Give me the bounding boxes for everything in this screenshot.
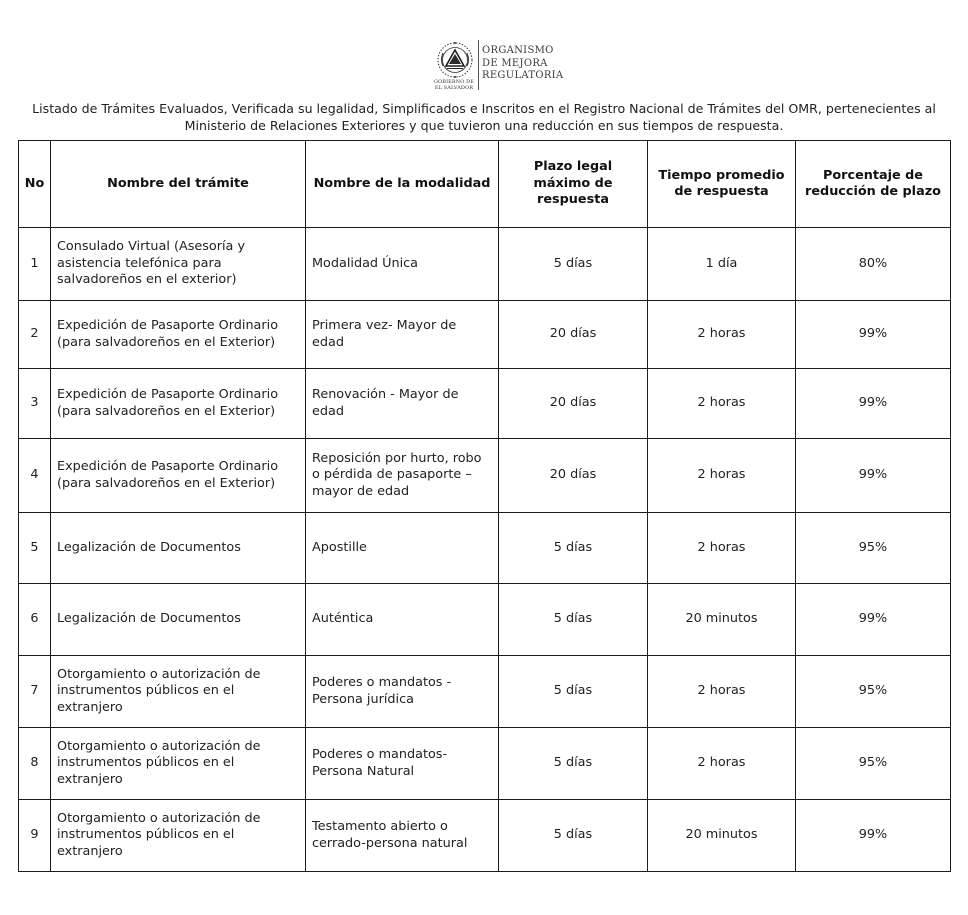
cell-tiempo: 2 horas <box>648 301 796 369</box>
cell-tiempo: 2 horas <box>648 513 796 584</box>
organization-name <box>482 45 563 83</box>
table-row <box>19 584 951 656</box>
document-intro: Listado de Trámites Evaluados, Verificada su legalidad, Simplificados e Inscritos en el Registro Nacional de Trámites del OMR, pertenecientes al Ministerio de Relaciones Exteriores y que tuvieron una reducción en sus tiempos de respuesta. <box>32 101 936 133</box>
cell-porcentaje: 99% <box>796 439 951 513</box>
column-header-nombre: Nombre del trámite <box>51 141 306 228</box>
cell-nombre: Otorgamiento o autorización de instrumentos públicos en el extranjero <box>51 656 306 728</box>
table-row <box>19 301 951 369</box>
cell-plazo: 5 días <box>499 228 648 301</box>
cell-tiempo: 1 día <box>648 228 796 301</box>
cell-porcentaje: 99% <box>796 800 951 872</box>
organization-name-line: REGULATORIA <box>482 70 564 81</box>
cell-nombre: Otorgamiento o autorización de instrumentos públicos en el extranjero <box>51 800 306 872</box>
table-row <box>19 513 951 584</box>
cell-modalidad: Reposición por hurto, robo o pérdida de pasaporte – mayor de edad <box>306 439 499 513</box>
cell-modalidad: Poderes o mandatos - Persona jurídica <box>306 656 499 728</box>
cell-nombre: Otorgamiento o autorización de instrumentos públicos en el extranjero <box>51 728 306 800</box>
cell-modalidad: Modalidad Única <box>306 228 499 301</box>
cell-no: 3 <box>19 369 51 439</box>
table-row <box>19 728 951 800</box>
cell-tiempo: 2 horas <box>648 369 796 439</box>
cell-nombre: Legalización de Documentos <box>51 584 306 656</box>
cell-modalidad: Renovación - Mayor de edad <box>306 369 499 439</box>
cell-porcentaje: 80% <box>796 228 951 301</box>
cell-nombre: Expedición de Pasaporte Ordinario (para salvadoreños en el Exterior) <box>51 369 306 439</box>
table-row <box>19 439 951 513</box>
table-row <box>19 656 951 728</box>
cell-plazo: 5 días <box>499 800 648 872</box>
cell-porcentaje: 95% <box>796 728 951 800</box>
seal-caption <box>428 79 480 91</box>
cell-no: 2 <box>19 301 51 369</box>
cell-plazo: 20 días <box>499 369 648 439</box>
seal-caption-line: GOBIERNO DE <box>434 79 474 85</box>
table-row <box>19 800 951 872</box>
organization-name-line: DE MEJORA <box>482 57 548 69</box>
cell-tiempo: 20 minutos <box>648 800 796 872</box>
cell-porcentaje: 99% <box>796 301 951 369</box>
cell-modalidad: Testamento abierto o cerrado-persona natural <box>306 800 499 872</box>
cell-porcentaje: 95% <box>796 513 951 584</box>
table-row <box>19 369 951 439</box>
table-header-row <box>19 141 951 228</box>
cell-modalidad: Auténtica <box>306 584 499 656</box>
cell-plazo: 20 días <box>499 439 648 513</box>
cell-no: 9 <box>19 800 51 872</box>
column-header-plazo: Plazo legal máximo de respuesta <box>499 141 648 228</box>
cell-tiempo: 20 minutos <box>648 584 796 656</box>
cell-no: 7 <box>19 656 51 728</box>
cell-porcentaje: 95% <box>796 656 951 728</box>
column-header-tiempo: Tiempo promedio de respuesta <box>648 141 796 228</box>
cell-nombre: Legalización de Documentos <box>51 513 306 584</box>
column-header-modalidad: Nombre de la modalidad <box>306 141 499 228</box>
table-row <box>19 228 951 301</box>
cell-nombre: Expedición de Pasaporte Ordinario (para salvadoreños en el Exterior) <box>51 439 306 513</box>
seal-caption-line: EL SALVADOR <box>434 85 474 91</box>
cell-nombre: Expedición de Pasaporte Ordinario (para salvadoreños en el Exterior) <box>51 301 306 369</box>
cell-tiempo: 2 horas <box>648 439 796 513</box>
tramites-table <box>18 140 951 872</box>
cell-no: 8 <box>19 728 51 800</box>
cell-no: 1 <box>19 228 51 301</box>
el-salvador-seal-icon <box>434 40 476 82</box>
omr-logo <box>434 38 574 96</box>
cell-plazo: 5 días <box>499 513 648 584</box>
cell-no: 5 <box>19 513 51 584</box>
cell-plazo: 5 días <box>499 584 648 656</box>
column-header-no: No <box>19 141 51 228</box>
column-header-porcentaje: Porcentaje de reducción de plazo <box>796 141 951 228</box>
cell-tiempo: 2 horas <box>648 728 796 800</box>
cell-porcentaje: 99% <box>796 369 951 439</box>
cell-porcentaje: 99% <box>796 584 951 656</box>
cell-no: 6 <box>19 584 51 656</box>
cell-plazo: 5 días <box>499 656 648 728</box>
cell-tiempo: 2 horas <box>648 656 796 728</box>
cell-plazo: 5 días <box>499 728 648 800</box>
cell-modalidad: Primera vez- Mayor de edad <box>306 301 499 369</box>
logo-divider <box>478 40 479 90</box>
cell-modalidad: Apostille <box>306 513 499 584</box>
cell-plazo: 20 días <box>499 301 648 369</box>
cell-no: 4 <box>19 439 51 513</box>
organization-name-line: ORGANISMO <box>482 45 554 56</box>
cell-nombre: Consulado Virtual (Asesoría y asistencia telefónica para salvadoreños en el exterior) <box>51 228 306 301</box>
cell-modalidad: Poderes o mandatos- Persona Natural <box>306 728 499 800</box>
